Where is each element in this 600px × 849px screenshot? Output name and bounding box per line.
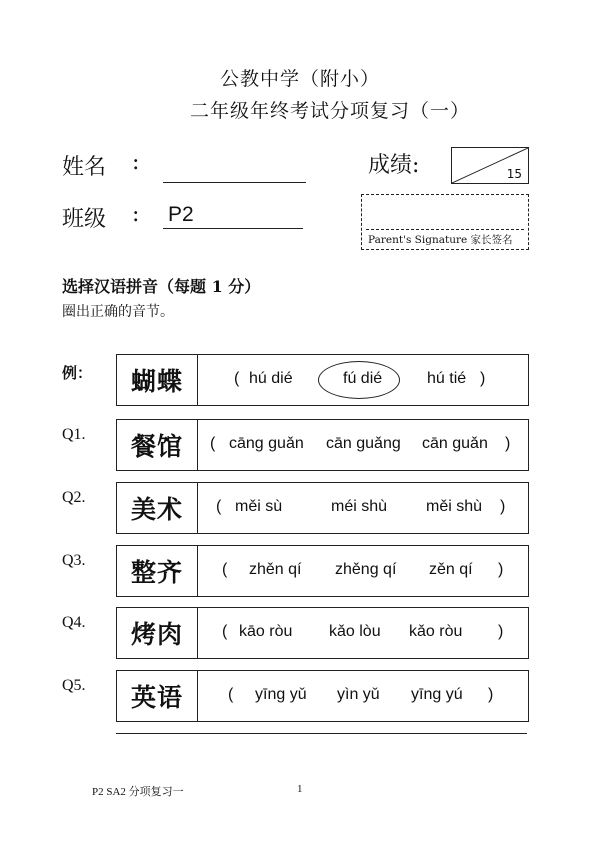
option-a[interactable]: měi sù [235, 498, 283, 515]
score-label: 成绩: [368, 153, 420, 178]
option-c[interactable]: měi shù [426, 498, 483, 515]
q5-word: 英语 [117, 671, 198, 721]
option-a[interactable]: cāng guǎn [229, 435, 304, 452]
q4-label: Q4. [62, 614, 86, 631]
question-row-q4 [116, 607, 529, 659]
option-b[interactable]: zhěng qí [335, 561, 397, 578]
q5-label: Q5. [62, 677, 86, 694]
question-row-q5 [116, 670, 529, 722]
class-value: P2 [168, 203, 194, 226]
close-paren: ) [480, 370, 486, 387]
q2-word: 美术 [117, 483, 198, 533]
q2-label: Q2. [62, 489, 86, 506]
signature-label: Parent's Signature 家长签名 [368, 234, 513, 246]
q3-label: Q3. [62, 552, 86, 569]
page-number: 1 [297, 783, 303, 795]
q3-word: 整齐 [117, 546, 198, 596]
score-box [451, 147, 529, 184]
school-title: 公教中学（附小） [219, 68, 380, 90]
close-paren: ) [498, 623, 504, 640]
open-paren: ( [210, 435, 216, 452]
option-c[interactable]: yīng yú [411, 686, 463, 703]
name-label: 姓名 [62, 155, 107, 180]
open-paren: ( [216, 498, 222, 515]
option-c[interactable]: kǎo ròu [409, 623, 463, 640]
option-b[interactable]: cān guǎng [326, 435, 401, 452]
exam-title: 二年级年终考试分项复习（一） [189, 100, 470, 122]
class-field[interactable] [163, 228, 303, 229]
q4-options [198, 608, 528, 658]
option-b[interactable]: kǎo lòu [329, 623, 381, 640]
option-b[interactable]: yìn yǔ [337, 686, 380, 703]
option-c[interactable]: zěn qí [429, 561, 473, 578]
close-paren: ) [505, 435, 511, 452]
q1-label: Q1. [62, 426, 86, 443]
option-c[interactable]: cān guǎn [422, 435, 488, 452]
q2-options [198, 483, 528, 533]
option-a[interactable]: yīng yǔ [255, 686, 307, 703]
class-colon: : [132, 202, 140, 227]
close-paren: ) [498, 561, 504, 578]
score-total: 15 [506, 167, 522, 181]
bottom-rule [116, 733, 527, 734]
option-a[interactable]: zhěn qí [249, 561, 302, 578]
close-paren: ) [500, 498, 506, 515]
name-field[interactable] [163, 182, 306, 183]
name-colon: : [132, 150, 140, 175]
example-label: 例： [62, 364, 93, 382]
option-b[interactable]: méi shù [331, 498, 388, 515]
question-row-example [116, 354, 529, 406]
section-title: 选择汉语拼音（每题 1 分） [62, 277, 261, 296]
q1-word: 餐馆 [117, 420, 198, 470]
question-row-q1 [116, 419, 529, 471]
signature-divider [366, 229, 524, 230]
example-options [198, 355, 528, 405]
q5-options [198, 671, 528, 721]
q1-options [198, 420, 528, 470]
q3-options [198, 546, 528, 596]
section-instruction: 圈出正确的音节。 [62, 304, 174, 320]
footer-code: P2 SA2 分项复习一 [92, 786, 184, 798]
option-a[interactable]: hú dié [249, 370, 293, 387]
open-paren: ( [234, 370, 240, 387]
open-paren: ( [222, 561, 228, 578]
option-a[interactable]: kāo ròu [239, 623, 293, 640]
option-b[interactable]: fú dié [343, 370, 383, 387]
question-row-q2 [116, 482, 529, 534]
option-c[interactable]: hú tié [427, 370, 467, 387]
question-row-q3 [116, 545, 529, 597]
open-paren: ( [228, 686, 234, 703]
class-label: 班级 [62, 207, 107, 232]
example-word: 蝴蝶 [117, 355, 198, 405]
open-paren: ( [222, 623, 228, 640]
signature-box[interactable] [361, 194, 529, 250]
q4-word: 烤肉 [117, 608, 198, 658]
close-paren: ) [488, 686, 494, 703]
